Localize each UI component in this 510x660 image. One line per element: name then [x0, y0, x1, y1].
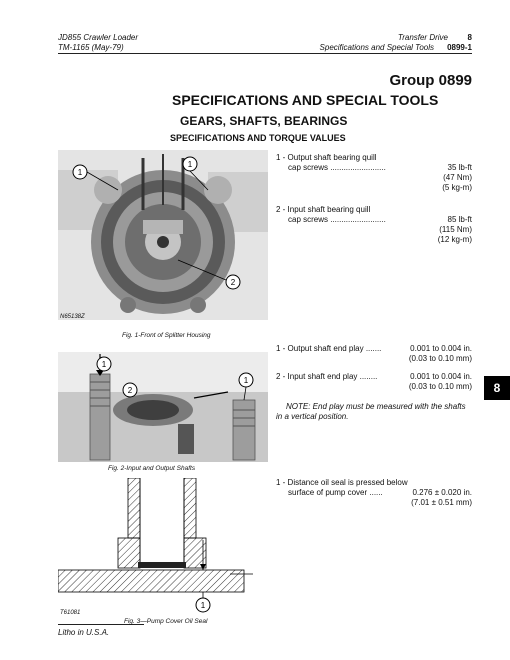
section-subname: Specifications and Special Tools [319, 43, 434, 52]
figure-3-caption: Fig. 3—Pump Cover Oil Seal [124, 618, 208, 625]
end-play-input-label: 2 - Input shaft end play ........ [276, 372, 378, 381]
figure-3-code: T61081 [60, 610, 81, 616]
manual-title: JD855 Crawler Loader [58, 33, 139, 42]
spec-item-2-title: 2 - Input shaft bearing quill [276, 205, 371, 214]
manual-code: TM-1165 (May-79) [58, 43, 124, 52]
end-play-specs [276, 344, 472, 422]
spec-item-2-label: cap screws ......................... [288, 215, 386, 224]
subsection-heading: SPECIFICATIONS AND TORQUE VALUES [170, 133, 346, 143]
section-heading: GEARS, SHAFTS, BEARINGS [180, 114, 348, 128]
fig2-callout-1a: 1 [101, 360, 107, 369]
header-rule [58, 53, 472, 54]
end-play-input-metric: (0.03 to 0.10 mm) [408, 382, 472, 391]
end-play-output-label: 1 - Output shaft end play ....... [276, 344, 382, 353]
seal-spec-label: surface of pump cover ...... [288, 488, 383, 497]
fig1-callout-1a: 1 [77, 168, 83, 177]
fig2-callout-2: 2 [127, 386, 133, 395]
figure-1-caption: Fig. 1-Front of Splitter Housing [122, 332, 211, 339]
figure-1-code: N65138Z [60, 314, 85, 320]
spec-item-1-label: cap screws ......................... [288, 163, 386, 172]
figure-2-input-output-shafts [58, 352, 268, 462]
header-right [300, 33, 472, 53]
group-title: Group 0899 [389, 72, 472, 89]
end-play-input-value: 0.001 to 0.004 in. [410, 372, 472, 381]
figure-3-pump-cover-seal [58, 478, 258, 608]
section-tab: 8 [484, 376, 510, 400]
seal-spec-metric: (7.01 ± 0.51 mm) [411, 498, 472, 507]
torque-specs [276, 153, 472, 245]
footer-litho: Litho in U.S.A. [58, 628, 110, 637]
header-left [58, 33, 138, 53]
spec-item-1-title: 1 - Output shaft bearing quill [276, 153, 377, 162]
header-page-code: 0899-1 [447, 43, 472, 52]
note-line-1: NOTE: End play must be measured with the shafts [286, 402, 466, 411]
header-page-number: 8 [467, 33, 472, 42]
fig1-callout-1b: 1 [187, 160, 193, 169]
figure-1-splitter-housing [58, 150, 268, 320]
end-play-output-value: 0.001 to 0.004 in. [410, 344, 472, 353]
spec-item-1-kgm: (5 kg-m) [442, 183, 472, 192]
figure-3-callout [194, 596, 212, 619]
fig2-callout-1b: 1 [243, 376, 249, 385]
section-name: Transfer Drive [397, 33, 448, 42]
page-title: SPECIFICATIONS AND SPECIAL TOOLS [172, 92, 439, 108]
end-play-output-metric: (0.03 to 0.10 mm) [408, 354, 472, 363]
fig3-callout-1: 1 [200, 601, 206, 610]
figure-2-caption: Fig. 2-Input and Output Shafts [108, 465, 196, 472]
spec-item-2-value: 85 lb-ft [447, 215, 472, 224]
note-line-2: in a vertical position. [276, 412, 349, 421]
seal-spec-value: 0.276 ± 0.020 in. [412, 488, 472, 497]
seal-spec-title: 1 - Distance oil seal is pressed below [276, 478, 408, 487]
seal-depth-spec [276, 478, 472, 508]
fig1-callout-2: 2 [230, 278, 236, 287]
spec-item-2-kgm: (12 kg-m) [437, 235, 472, 244]
spec-item-1-value: 35 lb-ft [447, 163, 472, 172]
spec-item-2-metric: (115 Nm) [439, 225, 472, 234]
spec-item-1-metric: (47 Nm) [443, 173, 472, 182]
